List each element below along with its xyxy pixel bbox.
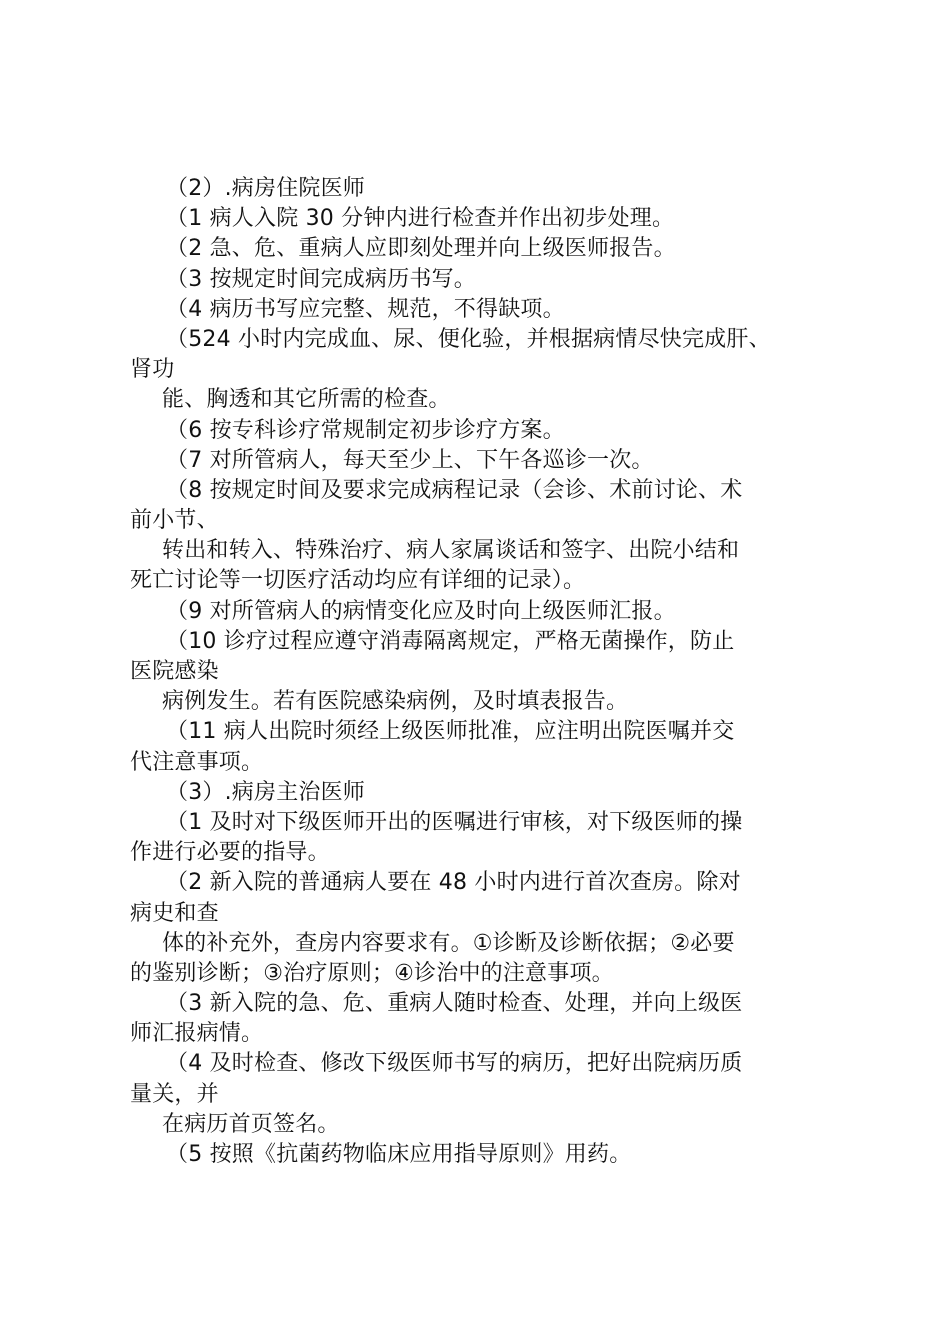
paragraph-line: （2 新入院的普通病人要在 48 小时内进行首次查房。除对 <box>166 870 741 896</box>
paragraph-line: （1 及时对下级医师开出的医嘱进行审核，对下级医师的操 <box>166 809 743 835</box>
paragraph-line: 病例发生。若有医院感染病例，及时填表报告。 <box>162 689 629 715</box>
paragraph-line: 能、胸透和其它所需的检查。 <box>162 387 451 413</box>
paragraph-line: （4 及时检查、修改下级医师书写的病历，把好出院病历质 <box>166 1051 743 1077</box>
paragraph-line: 的鉴别诊断；③治疗原则；④诊治中的注意事项。 <box>130 960 614 986</box>
section-heading-attending: （3）.病房主治医师 <box>166 779 365 805</box>
paragraph-line: （7 对所管病人，每天至少上、下午各巡诊一次。 <box>166 447 654 473</box>
paragraph-line: 在病历首页签名。 <box>162 1111 340 1137</box>
paragraph-line: 病史和查 <box>130 900 219 926</box>
paragraph-line: （9 对所管病人的病情变化应及时向上级医师汇报。 <box>166 598 676 624</box>
document-body <box>130 174 830 1170</box>
paragraph-line: （8 按规定时间及要求完成病程记录（会诊、术前讨论、术 <box>166 477 743 503</box>
paragraph-line: 医院感染 <box>130 659 219 684</box>
paragraph-line: （11 病人出院时须经上级医师批准，应注明出院医嘱并交 <box>166 719 735 745</box>
paragraph-line: （3 新入院的急、危、重病人随时检查、处理，并向上级医 <box>166 991 743 1017</box>
paragraph-line: 前小节、 <box>130 508 219 534</box>
paragraph-line: （4 病历书写应完整、规范，不得缺项。 <box>166 296 565 322</box>
paragraph-line: 肾功 <box>130 357 175 383</box>
paragraph-line: （3 按规定时间完成病历书写。 <box>166 266 476 292</box>
paragraph-line: 代注意事项。 <box>130 749 264 775</box>
paragraph-line: 作进行必要的指导。 <box>130 840 330 866</box>
paragraph-line: （5 按照《抗菌药物临床应用指导原则》用药。 <box>166 1142 632 1167</box>
paragraph-line: 体的补充外，查房内容要求有。①诊断及诊断依据；②必要 <box>162 930 735 956</box>
paragraph-line: 转出和转入、特殊治疗、病人家属谈话和签字、出院小结和 <box>162 538 740 564</box>
paragraph-line: （1 病人入院 30 分钟内进行检查并作出初步处理。 <box>166 206 675 232</box>
paragraph-line: （524 小时内完成血、尿、便化验，并根据病情尽快完成肝、 <box>166 326 771 352</box>
paragraph-line: （6 按专科诊疗常规制定初步诊疗方案。 <box>166 417 565 443</box>
section-heading-resident: （2）.病房住院医师 <box>166 176 365 201</box>
paragraph-line: （10 诊疗过程应遵守消毒隔离规定，严格无菌操作，防止 <box>166 628 735 654</box>
paragraph-line: 师汇报病情。 <box>130 1021 264 1047</box>
paragraph-line: 死亡讨论等一切医疗活动均应有详细的记录）。 <box>130 568 586 594</box>
paragraph-line: （2 急、危、重病人应即刻处理并向上级医师报告。 <box>166 236 676 262</box>
paragraph-line: 量关，并 <box>130 1081 219 1107</box>
